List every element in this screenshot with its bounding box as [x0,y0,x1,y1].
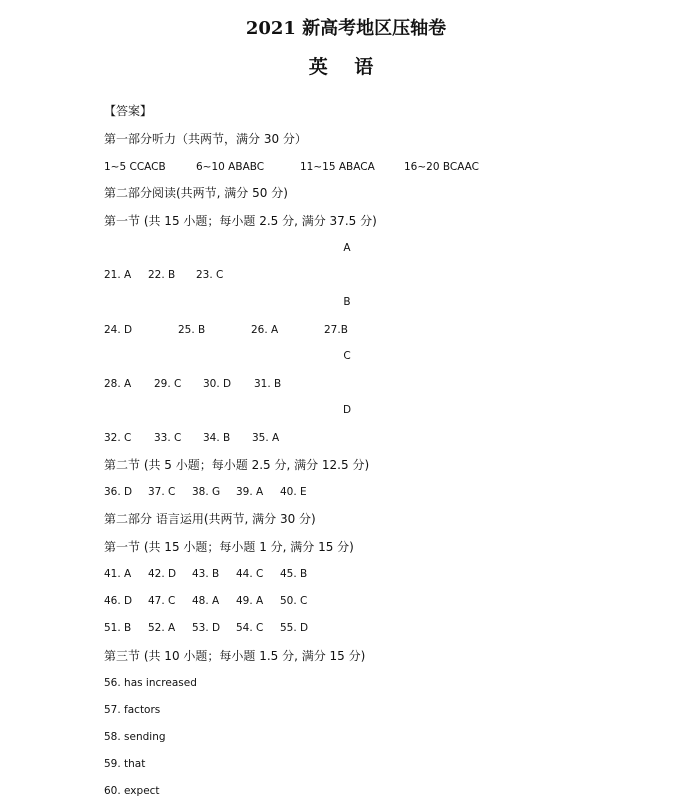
part2-heading: 第二部分阅读(共两节, 满分 50 分) [104,186,288,200]
answer-item: 27.B [324,324,348,336]
answer-item: 28. A [104,378,132,390]
part2-section1-heading: 第一节 (共 15 小题；每小题 2.5 分, 满分 37.5 分) [104,214,377,228]
listening-range: 11~15 ABACA [300,161,375,173]
answer-item: 45. B [280,568,308,580]
part1-heading: 第一部分听力（共两节，满分 30 分） [104,132,307,146]
answer-item: 48. A [192,595,220,607]
answer-item: 29. C [154,378,182,390]
answer-item: 47. C [148,595,176,607]
answer-item: 25. B [178,324,206,336]
part3-section1-heading: 第一节 (共 15 小题；每小题 1 分, 满分 15 分) [104,540,354,554]
passage-letter: C [343,350,351,362]
answer-item: 59. that [104,758,146,770]
part3-heading: 第二部分 语言运用(共两节, 满分 30 分) [104,512,316,526]
passage-letter: A [343,242,351,254]
part2-section2-heading: 第二节 (共 5 小题；每小题 2.5 分, 满分 12.5 分) [104,458,370,472]
listening-range: 16~20 BCAAC [404,161,480,173]
answer-item: 39. A [236,486,264,498]
part3-section3-heading: 第三节 (共 10 小题；每小题 1.5 分, 满分 15 分) [104,649,366,663]
answer-item: 60. expect [104,785,160,797]
answer-item: 46. D [104,595,133,607]
answer-item: 31. B [254,378,282,390]
answer-item: 53. D [192,622,221,634]
answer-item: 38. G [192,486,221,498]
answer-item: 42. D [148,568,177,580]
answer-item: 51. B [104,622,132,634]
answer-item: 23. C [196,269,224,281]
answer-item: 44. C [236,568,264,580]
listening-range: 6~10 ABABC [196,161,265,173]
answer-item: 37. C [148,486,176,498]
answer-item: 52. A [148,622,176,634]
answer-label: 【答案】 [104,104,153,118]
answer-item: 40. E [280,486,307,498]
answer-item: 26. A [251,324,279,336]
answer-item: 33. C [154,432,182,444]
answer-item: 57. factors [104,704,161,716]
answer-item: 22. B [148,269,176,281]
answer-item: 21. A [104,269,132,281]
answer-item: 34. B [203,432,231,444]
answer-item: 43. B [192,568,220,580]
answer-item: 49. A [236,595,264,607]
answer-item: 35. A [252,432,280,444]
answer-item: 30. D [203,378,232,390]
answer-item: 54. C [236,622,264,634]
subject-title: 英 语 [308,56,384,78]
passage-letter: B [343,296,351,308]
page-title: 2021 新高考地区压轴卷 [245,18,447,39]
passage-letter: D [342,404,352,416]
answer-item: 24. D [104,324,133,336]
answer-item: 50. C [280,595,308,607]
listening-range: 1~5 CCACB [104,161,166,173]
answer-item: 56. has increased [104,677,197,689]
answer-item: 36. D [104,486,133,498]
answer-item: 41. A [104,568,132,580]
answer-item: 55. D [280,622,309,634]
answer-item: 32. C [104,432,132,444]
answer-item: 58. sending [104,731,166,743]
